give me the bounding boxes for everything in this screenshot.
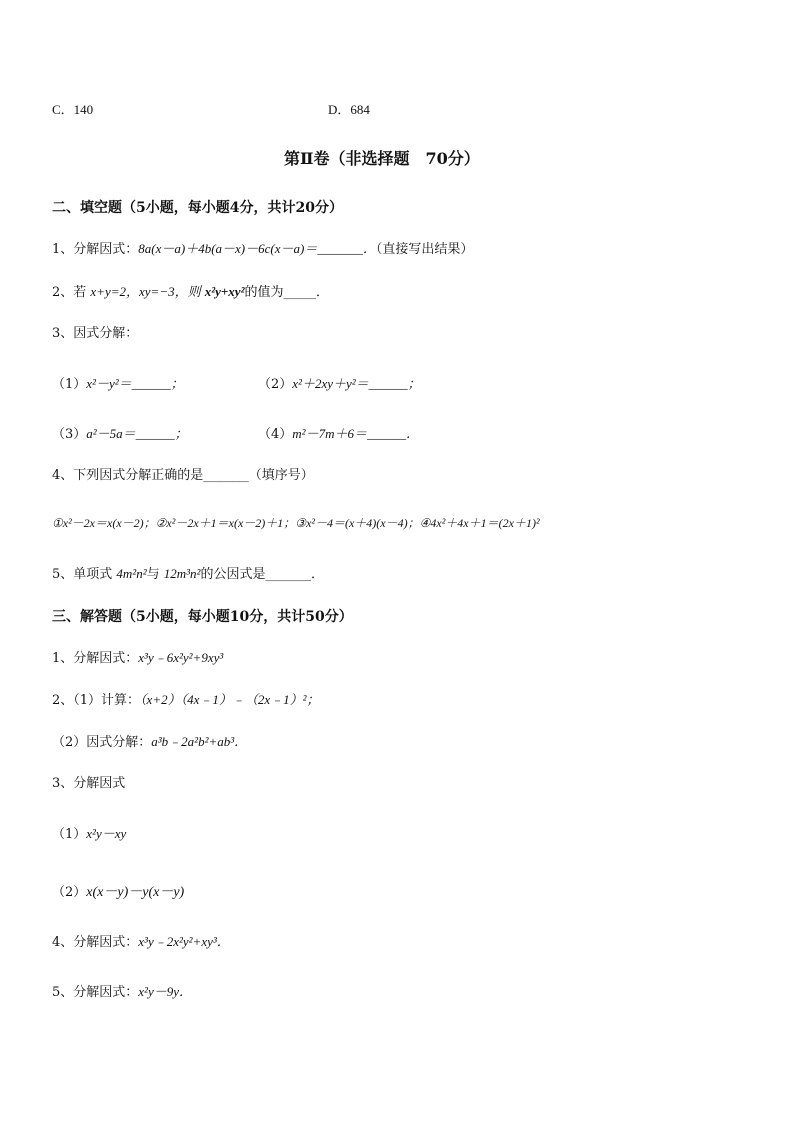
fill-q4-options: ①x²－2x＝x(x－2)；②x²－2x＋1＝x(x－2)＋1；③x²－4＝(x＋4)(x－4)；④4x²＋4x＋1＝(2x＋1)² [52,516,540,530]
fill-q3-item-4-num: （4） [258,427,293,442]
fill-q3-item-4-expr: m²－7m＋6＝______． [292,426,419,441]
solve-q3-label: 3、分解因式 [52,776,126,791]
solve-q4 [52,934,230,952]
part2-title: 第Ⅱ卷（非选择题 70分） [284,149,480,168]
fill-q1-label: 1、分解因式： [52,242,139,257]
fill-q5 [52,566,324,584]
fill-q2-cond: x+y=2，xy=−3，则 [90,284,201,299]
solve-section-heading: 三、解答题（5小题，每小题10分，共计50分） [52,609,353,625]
solve-q2-expr: （x+2）（4x﹣1）﹣（2x﹣1）²； [140,692,320,707]
fill-q2-label: 2、若 [52,285,87,300]
fill-q5-label: 5、单项式 [52,567,113,582]
solve-q4-label: 4、分解因式： [52,935,139,950]
fill-q2-expr: x²y+xy² [204,284,245,299]
solve-q2 [52,692,320,710]
solve-q2b [52,734,247,752]
solve-q5 [52,984,192,1002]
solve-q2b-expr: a³b﹣2a²b²+ab³． [151,734,248,749]
fill-section-heading: 二、填空题（5小题，每小题4分，共计20分） [52,200,343,216]
solve-q3-b [52,884,184,902]
fill-q5-expr2: 12m³n² [163,566,201,581]
solve-q3-a [52,826,126,844]
fill-q3-item-2 [258,376,421,394]
fill-q1 [52,241,473,259]
fill-q1-note: （直接写出结果） [375,242,474,257]
fill-q3-label: 3、因式分解： [52,326,139,341]
fill-q3-item-3-expr: a²－5a＝______； [86,426,188,441]
solve-q3-a-num: （1） [52,827,87,842]
solve-q3-b-num: （2） [52,885,87,900]
fill-q5-expr: 4m²n² [116,566,147,581]
fill-q2-tail: 的值为_____． [244,285,329,300]
fill-q4-text: 4、下列因式分解正确的是_______（填序号） [52,468,314,483]
choice-d: D．684 [328,102,370,117]
fill-q1-expr: 8a(x－a)＋4b(a－x)－6c(x－a)＝_______． [138,241,376,256]
fill-q2 [52,284,329,302]
fill-q5-tail: 的公因式是_______． [200,567,324,582]
solve-q2-label: 2、（1）计算： [52,693,141,708]
solve-q1 [52,650,223,668]
solve-q3-a-expr: x²y－xy [86,826,127,841]
fill-q3-item-4 [258,426,419,444]
solve-q4-expr: x³y﹣2x²y²+xy³． [138,934,230,949]
solve-q3-b-expr: x(x－y)－y(x－y) [86,885,185,900]
solve-q2b-label: （2）因式分解： [52,735,152,750]
fill-q3-item-1-expr: x²－y²＝______； [86,376,184,391]
fill-q3-item-3-num: （3） [52,427,87,442]
solve-q5-expr: x²y－9y． [138,984,192,999]
fill-q3-item-2-num: （2） [258,377,293,392]
fill-q3-item-1 [52,376,184,394]
solve-q1-label: 1、分解因式： [52,651,139,666]
fill-q3-item-3 [52,426,188,444]
choice-c: C．140 [52,102,94,117]
fill-q3-item-1-num: （1） [52,377,87,392]
solve-q5-label: 5、分解因式： [52,985,139,1000]
solve-q1-expr: x³y﹣6x²y²+9xy³ [138,650,224,665]
fill-q3-item-2-expr: x²＋2xy＋y²＝______； [292,376,421,391]
fill-q5-mid: 与 [146,567,160,582]
